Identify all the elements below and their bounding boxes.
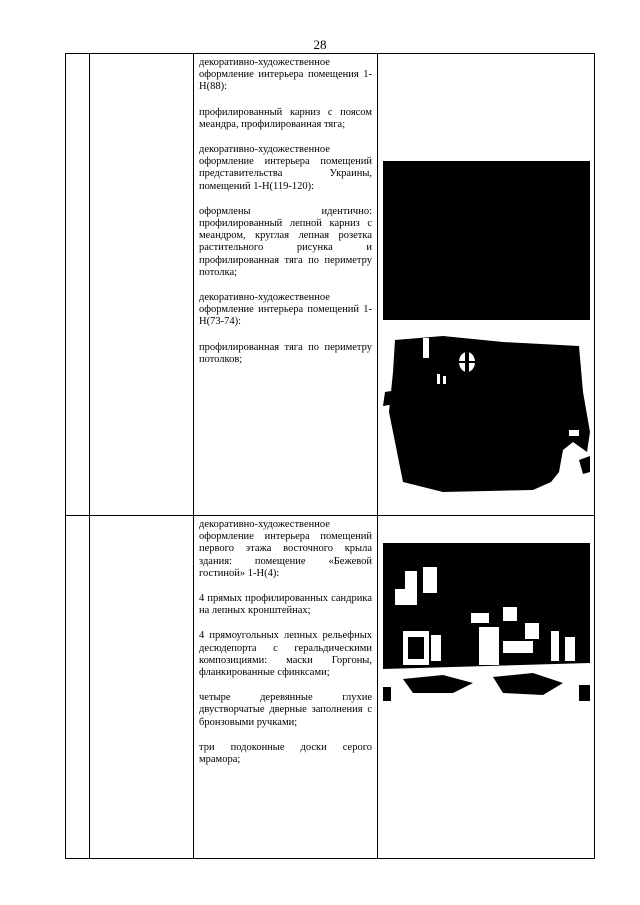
name-cell	[90, 54, 194, 516]
description-cell	[194, 516, 378, 859]
interior-photo	[383, 332, 590, 494]
description-paragraph: 4 прямых профилированных сандрика на лепных кронштейнах;	[199, 593, 372, 617]
table-row	[66, 516, 595, 859]
description-cell	[194, 54, 378, 516]
description-paragraph: профилированная тяга по периметру потолков;	[199, 341, 372, 365]
number-cell	[66, 54, 90, 516]
name-cell	[90, 516, 194, 859]
description-paragraph: четыре деревянные глухие двустворчатые дверные заполнения с бронзовыми ручками;	[199, 692, 372, 728]
description-paragraph: декоративно-художественное оформление интерьера помещений 1-Н(73-74):	[199, 292, 372, 328]
photo-cell	[378, 54, 595, 516]
description-paragraph: профилированный карниз с поясом меандра, профилированная тяга;	[199, 106, 372, 130]
description-paragraph: оформлены идентично: профилированный лепной карниз с меандром, круглая лепная розетка растительного рисунка и профилированная тяга по периметру потолка;	[199, 205, 372, 278]
ceiling-photo	[383, 161, 590, 320]
number-cell	[66, 516, 90, 859]
description-paragraph: декоративно-художественное оформление интерьера помещений представительства Украины, помещений 1-Н(119-120):	[199, 144, 372, 192]
description-paragraph: три подоконные доски серого мрамора;	[199, 741, 372, 766]
page-number: 28	[313, 37, 327, 52]
table-row	[66, 54, 595, 516]
monument-table	[65, 53, 595, 859]
description-paragraph: 4 прямоугольных лепных рельефных десюдепорта с геральдическими композициями: маски Горгоны, фланкированные сфинксами;	[199, 630, 372, 679]
description-paragraph: декоративно-художественное оформление интерьера помещения 1-Н(88):	[199, 57, 372, 93]
photo-cell	[378, 516, 595, 859]
beige-drawing-room-photo	[383, 537, 590, 701]
description-paragraph: декоративно-художественное оформление интерьера помещений первого этажа восточного крыла здания: помещение «Бежевой гостиной» 1-Н(4):	[199, 519, 372, 579]
